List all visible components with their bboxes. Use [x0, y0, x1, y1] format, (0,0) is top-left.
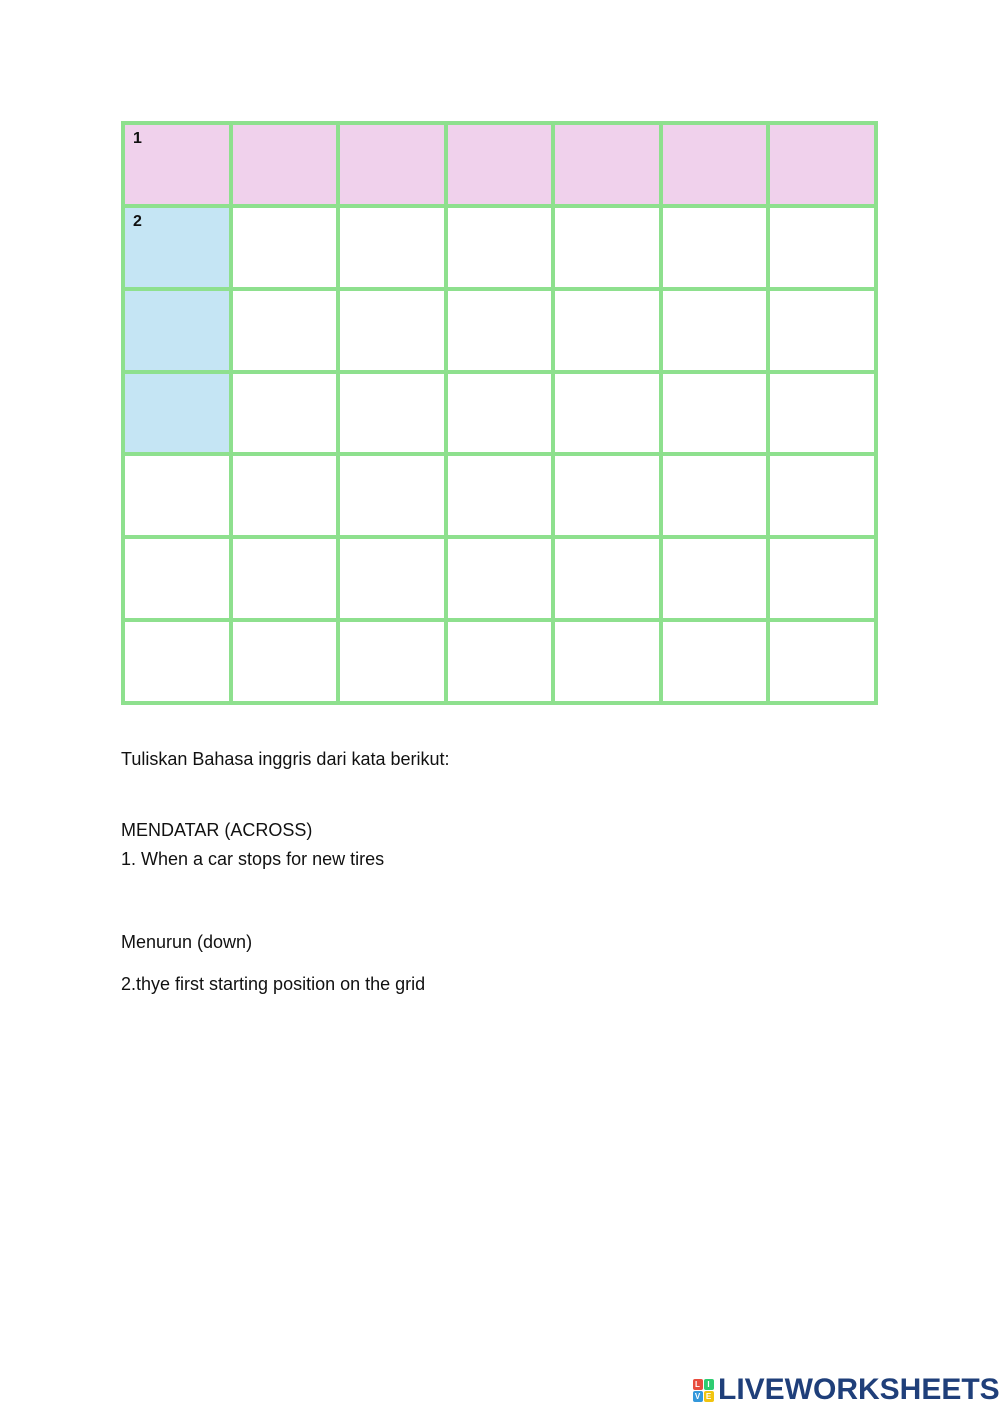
crossword-cell-r6c3: [340, 539, 448, 622]
crossword-cell-r1c3[interactable]: [340, 125, 448, 208]
crossword-cell-r7c6: [663, 622, 771, 705]
liveworksheets-logo: [692, 1374, 1000, 1406]
crossword-grid: [121, 121, 878, 705]
crossword-cell-r7c2: [233, 622, 341, 705]
crossword-cell-r4c5: [555, 374, 663, 457]
crossword-cell-r2c3: [340, 208, 448, 291]
crossword-cell-r3c3: [340, 291, 448, 374]
crossword-cell-r2c5: [555, 208, 663, 291]
crossword-cell-r1c6[interactable]: [663, 125, 771, 208]
crossword-cell-r2c7: [770, 208, 878, 291]
crossword-cell-r1c2[interactable]: [233, 125, 341, 208]
logo-letter-e: E: [704, 1391, 714, 1402]
crossword-cell-r1c7[interactable]: [770, 125, 878, 208]
crossword-cell-r6c1: [125, 539, 233, 622]
crossword-cell-r2c1[interactable]: [125, 208, 233, 291]
clue-number-1: 1: [133, 130, 142, 147]
crossword-cell-r6c6: [663, 539, 771, 622]
crossword-cell-r3c1[interactable]: [125, 291, 233, 374]
crossword-cell-r3c6: [663, 291, 771, 374]
crossword-cell-r5c5: [555, 456, 663, 539]
liveworksheets-logo-icon: [692, 1378, 714, 1402]
logo-letter-v: V: [693, 1391, 703, 1402]
crossword-cell-r5c2: [233, 456, 341, 539]
crossword-cell-r6c2: [233, 539, 341, 622]
across-clue-1: 1. When a car stops for new tires: [121, 849, 385, 869]
crossword-cell-r2c4: [448, 208, 556, 291]
crossword-cell-r1c5[interactable]: [555, 125, 663, 208]
crossword-cell-r6c5: [555, 539, 663, 622]
crossword-cell-r7c7: [770, 622, 878, 705]
crossword-cell-r7c5: [555, 622, 663, 705]
crossword-cell-r5c7: [770, 456, 878, 539]
logo-letter-l: L: [693, 1379, 703, 1390]
crossword-cell-r3c4: [448, 291, 556, 374]
crossword-cell-r4c2: [233, 374, 341, 457]
crossword-cell-r2c2: [233, 208, 341, 291]
down-heading: Menurun (down): [121, 932, 253, 952]
crossword-cell-r4c1[interactable]: [125, 374, 233, 457]
crossword-cell-r4c6: [663, 374, 771, 457]
instructions-intro: Tuliskan Bahasa inggris dari kata berikut:: [121, 749, 450, 769]
logo-letter-i: I: [704, 1379, 714, 1390]
clue-number-2: 2: [133, 212, 142, 230]
crossword-cell-r1c1[interactable]: [125, 125, 233, 208]
crossword-cell-r4c4: [448, 374, 556, 457]
crossword-cell-r4c3: [340, 374, 448, 457]
crossword-cell-r6c7: [770, 539, 878, 622]
crossword-cell-r6c4: [448, 539, 556, 622]
liveworksheets-logo-text: LIVEWORKSHEETS: [718, 1373, 1000, 1406]
crossword-cell-r3c5: [555, 291, 663, 374]
crossword-cell-r5c6: [663, 456, 771, 539]
crossword-cell-r2c6: [663, 208, 771, 291]
crossword-cell-r3c7: [770, 291, 878, 374]
crossword-cell-r4c7: [770, 374, 878, 457]
crossword-cell-r5c1: [125, 456, 233, 539]
crossword-cell-r3c2: [233, 291, 341, 374]
crossword-cell-r5c4: [448, 456, 556, 539]
down-clue-2: 2.thye first starting position on the grid: [121, 974, 426, 994]
crossword-cell-r1c4[interactable]: [448, 125, 556, 208]
across-heading: MENDATAR (ACROSS): [121, 820, 313, 840]
crossword-cell-r7c3: [340, 622, 448, 705]
crossword-cell-r7c1: [125, 622, 233, 705]
crossword-cell-r5c3: [340, 456, 448, 539]
crossword-cell-r7c4: [448, 622, 556, 705]
